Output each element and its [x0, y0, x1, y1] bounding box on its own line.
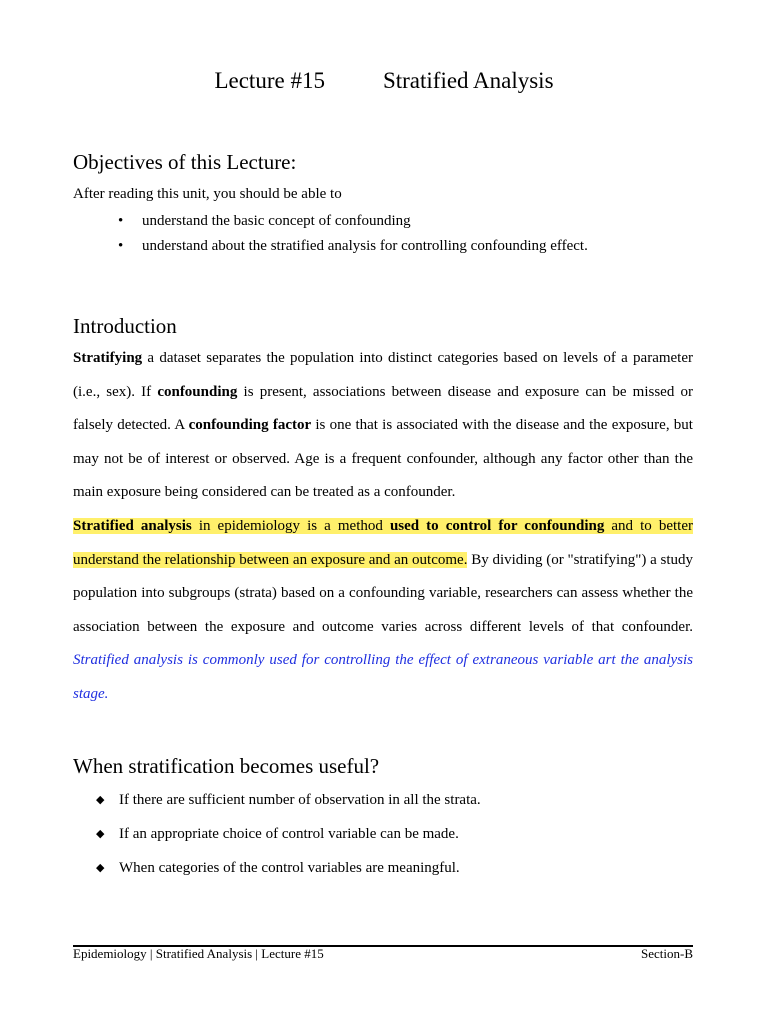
- page-title: [0, 68, 768, 94]
- term-confounding: confounding: [157, 383, 238, 400]
- usefulness-item: ◆ When categories of the control variables are meaningful.: [73, 858, 481, 892]
- usefulness-heading: When stratification becomes useful?: [73, 754, 380, 778]
- blue-italic-note: Stratified analysis is commonly used for controlling the effect of extraneous variable art the analysis stage.: [73, 652, 693, 702]
- usefulness-list: [73, 790, 481, 892]
- lecture-topic: Stratified Analysis: [382, 68, 554, 93]
- highlighted-definition: Stratified analysis in epidemiology is a method used to control for confounding and to better understand the relationship between an exposure and an outcome.: [73, 518, 693, 568]
- objective-item: • understand the basic concept of confounding: [73, 211, 588, 236]
- footer-left: Epidemiology | Stratified Analysis | Lecture #15: [73, 946, 324, 961]
- introduction-paragraph-2: Stratified analysis in epidemiology is a method used to control for confounding and to better understand the relationship between an exposure and an outcome. By dividing (or "stratifying") a study population into subgroups (strata) based on a confounding variable, researchers can assess whether the association between the exposure and outcome varies across different levels of that confounder. Stratified analysis is commonly used for controlling the effect of extraneous variable art the analysis stage.: [73, 518, 694, 702]
- introduction-paragraph-1: Stratifying a dataset separates the population into distinct categories based on levels of a parameter (i.e., sex). If confounding is present, associations between disease and exposure can be missed or falsely detected. A confounding factor is one that is associated with the disease and the exposure, but may not be of interest or observed. Age is a frequent confounder, although any factor other than the main exposure being considered can be treated as a confounder.: [73, 350, 693, 500]
- usefulness-item: ◆ If an appropriate choice of control variable can be made.: [73, 824, 481, 858]
- usefulness-item: ◆ If there are sufficient number of observation in all the strata.: [73, 790, 481, 824]
- lecture-number: Lecture #15: [214, 68, 325, 93]
- term-confounding-factor: confounding factor: [188, 417, 312, 433]
- objectives-intro: After reading this unit, you should be able to: [73, 186, 342, 202]
- objectives-heading: Objectives of this Lecture:: [73, 150, 297, 174]
- objective-item: • understand about the stratified analysis for controlling confounding effect.: [73, 236, 588, 261]
- footer-right: Section-B: [641, 946, 693, 961]
- term-stratifying: Stratifying: [73, 350, 143, 366]
- introduction-heading: Introduction: [73, 314, 177, 338]
- objectives-list: [73, 211, 588, 261]
